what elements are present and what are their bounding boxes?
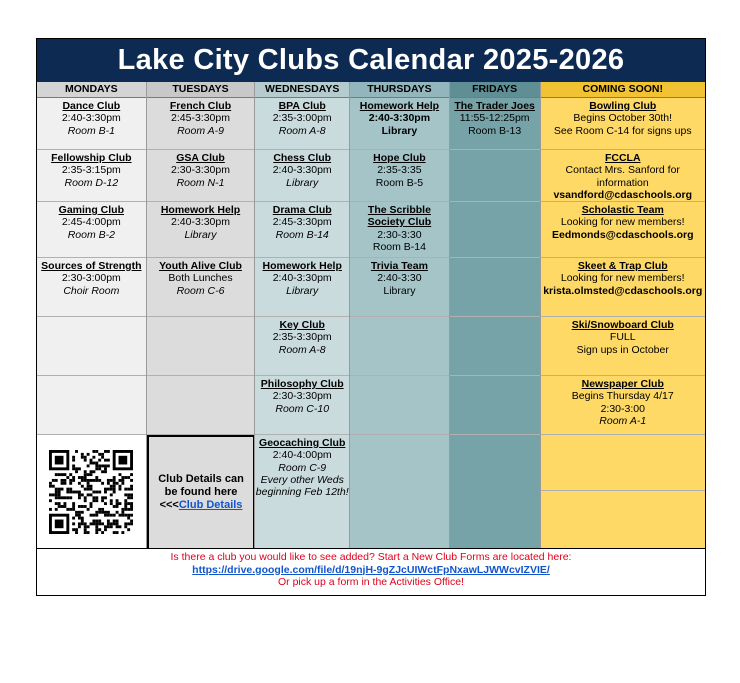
club-detail-extra: Room C-9 <box>278 461 327 474</box>
club-detail: 2:40-3:30pm <box>272 272 332 285</box>
column-header: FRIDAYS <box>450 82 540 98</box>
club-cell-sources-of-strength <box>37 258 146 317</box>
club-detail-extra: Room A-8 <box>278 124 326 137</box>
club-detail: 2:35-3:35 <box>377 164 422 177</box>
club-cell-bowling-club <box>541 98 706 150</box>
club-cell-the-scribble-society-club <box>350 202 449 258</box>
club-detail: 2:35-3:15pm <box>61 164 121 177</box>
club-name: Sources of Strength <box>41 260 142 272</box>
club-name: The Scribble Society Club <box>367 204 432 229</box>
club-cell-gaming-club <box>37 202 146 258</box>
club-detail: 2:30-3:30pm <box>171 164 230 177</box>
club-detail: 2:30-3:30pm <box>272 390 332 403</box>
club-cell-gsa-club <box>147 150 255 202</box>
club-name: The Trader Joes <box>454 100 535 112</box>
club-detail: 2:45-3:30pm <box>272 216 332 229</box>
empty-cell <box>350 435 449 548</box>
club-detail-extra: Every other Weds beginning Feb 12th! <box>255 473 349 499</box>
club-cell-dance-club <box>37 98 146 150</box>
column-header: THURSDAYS <box>350 82 449 98</box>
club-cell-trivia-team <box>350 258 449 317</box>
club-name: Trivia Team <box>370 260 428 272</box>
club-cell-homework-help <box>147 202 255 258</box>
club-name: French Club <box>169 100 232 112</box>
club-name: BPA Club <box>278 100 326 112</box>
calendar-title: Lake City Clubs Calendar 2025-2026 <box>37 39 705 82</box>
club-detail-extra: Room B-14 <box>275 228 329 241</box>
club-detail: Begins Thursday 4/17 <box>571 390 674 403</box>
footer-question: Is there a club you would like to see added? Start a New Club Forms are located here: <box>170 551 572 563</box>
column-wednesdays <box>255 82 350 548</box>
column-header: COMING SOON! <box>541 82 706 98</box>
club-detail: 2:40-3:30pm <box>171 216 230 229</box>
club-detail: 2:40-3:30 <box>377 272 422 285</box>
empty-cell <box>450 258 540 317</box>
club-cell-fccla <box>541 150 706 202</box>
club-name: Hope Club <box>373 152 426 164</box>
club-name: Key Club <box>279 319 325 331</box>
club-name: Bowling Club <box>589 100 657 112</box>
club-cell-scholastic-team <box>541 202 706 258</box>
footer <box>37 548 705 596</box>
club-detail: 2:35-3:30pm <box>272 331 332 344</box>
column-header: TUESDAYS <box>147 82 255 98</box>
empty-cell <box>450 150 540 202</box>
club-cell-geocaching-club <box>255 435 349 548</box>
qr-code-icon[interactable] <box>49 450 133 534</box>
footer-activities-office: Or pick up a form in the Activities Office! <box>278 576 464 588</box>
club-detail-extra: krista.olmsted@cdaschools.org <box>543 284 703 297</box>
club-detail-extra: Room N-1 <box>176 176 225 189</box>
club-details-link[interactable]: Club Details <box>178 499 243 511</box>
column-header: WEDNESDAYS <box>255 82 349 98</box>
club-detail-extra: Choir Room <box>63 284 120 297</box>
club-cell-ski-snowboard-club <box>541 317 706 376</box>
club-detail-extra: Room B-2 <box>67 228 115 241</box>
club-detail: 2:35-3:00pm <box>272 112 332 125</box>
club-detail: Begins October 30th! <box>573 112 673 125</box>
club-detail-extra: See Room C-14 for signs ups <box>553 124 692 137</box>
empty-cell <box>37 376 146 435</box>
club-detail: Both Lunches <box>168 272 233 285</box>
empty-cell <box>450 435 540 548</box>
club-name: Fellowship Club <box>51 152 132 164</box>
club-detail-extra: Library <box>184 228 217 241</box>
column-coming-soon <box>541 82 706 548</box>
club-detail-extra: Eedmonds@cdaschools.org <box>551 228 694 241</box>
club-name: Homework Help <box>262 260 342 272</box>
empty-cell <box>450 317 540 376</box>
qr-code-cell <box>37 435 146 548</box>
club-detail-extra: Library <box>381 124 418 137</box>
empty-cell <box>350 376 449 435</box>
club-name: Ski/Snowboard Club <box>571 319 674 331</box>
club-detail-extra: vsandford@cdaschools.org <box>553 188 693 201</box>
club-name: Chess Club <box>273 152 332 164</box>
empty-cell <box>450 376 540 435</box>
column-thursdays <box>350 82 450 548</box>
club-cell-youth-alive-club <box>147 258 255 317</box>
club-detail: 2:40-3:30pm <box>368 112 431 125</box>
club-cell-french-club <box>147 98 255 150</box>
club-cell-chess-club <box>255 150 349 202</box>
club-detail-extra: Room C-6 <box>176 284 225 297</box>
club-cell-homework-help <box>350 98 449 150</box>
club-detail-extra: Library <box>286 176 319 189</box>
club-detail: 2:30-3:00pm <box>61 272 121 285</box>
calendar-grid <box>37 82 705 548</box>
club-detail-extra: Room B-13 <box>468 124 522 137</box>
empty-cell <box>450 202 540 258</box>
club-cell-skeet-trap-club <box>541 258 706 317</box>
club-name: Newspaper Club <box>581 378 664 390</box>
club-detail-extra: Sign ups in October <box>576 343 669 356</box>
club-detail: 2:45-3:30pm <box>171 112 230 125</box>
club-name: Youth Alive Club <box>159 260 242 272</box>
club-name: FCCLA <box>604 152 641 164</box>
club-detail: Contact Mrs. Sanford for information <box>565 164 680 189</box>
club-details-link-row <box>160 499 243 512</box>
club-detail-extra: Room B-5 <box>375 176 424 189</box>
club-cell-the-trader-joes <box>450 98 540 150</box>
club-name: Homework Help <box>160 204 241 216</box>
club-detail: 11:55-12:25pm <box>459 112 530 125</box>
club-name: Homework Help <box>359 100 440 112</box>
club-cell-drama-club <box>255 202 349 258</box>
club-detail-extra: 2:30-3:00 <box>600 402 645 415</box>
club-detail-extra: Room D-12 <box>64 176 119 189</box>
column-mondays <box>37 82 147 548</box>
club-cell-newspaper-club <box>541 376 706 435</box>
club-cell-fellowship-club <box>37 150 146 202</box>
club-cell-key-club <box>255 317 349 376</box>
empty-cell <box>147 376 255 435</box>
column-tuesdays <box>147 82 256 548</box>
club-detail-extra: Room B-1 <box>67 124 115 137</box>
club-name: Philosophy Club <box>260 378 344 390</box>
club-detail: FULL <box>609 331 636 344</box>
club-details-text: Club Details can be found here <box>158 473 244 498</box>
club-detail-extra: Room A-9 <box>177 124 224 137</box>
club-detail: 2:45-4:00pm <box>61 216 121 229</box>
club-name: GSA Club <box>176 152 225 164</box>
calendar <box>36 38 706 596</box>
club-detail-extra: Room A-8 <box>278 343 326 356</box>
new-club-form-link[interactable]: https://drive.google.com/file/d/19njH-9gZJcUIWctFpNxawLJWWcvIZVIE/ <box>192 563 550 576</box>
club-detail-extra: Room A-1 <box>599 414 647 427</box>
club-detail: Looking for new members! <box>560 272 685 285</box>
club-detail-extra: Room C-10 <box>275 402 330 415</box>
empty-cell <box>147 317 255 376</box>
club-cell-philosophy-club <box>255 376 349 435</box>
club-name: Skeet & Trap Club <box>577 260 668 272</box>
empty-cell <box>541 491 706 548</box>
club-name: Geocaching Club <box>259 437 346 449</box>
club-detail: Looking for new members! <box>560 216 685 229</box>
empty-cell <box>350 317 449 376</box>
club-name: Scholastic Team <box>581 204 664 216</box>
club-detail: 2:40-3:30pm <box>272 164 332 177</box>
club-cell-hope-club <box>350 150 449 202</box>
club-detail: 2:40-4:00pm <box>272 449 332 462</box>
club-detail: 2:30-3:30 <box>377 228 422 241</box>
club-name: Gaming Club <box>58 204 124 216</box>
club-name: Drama Club <box>272 204 332 216</box>
club-detail: 2:40-3:30pm <box>61 112 121 125</box>
club-detail-extra: Room B-14 <box>372 240 426 253</box>
club-detail-extra: Library <box>286 284 319 297</box>
column-fridays <box>450 82 541 548</box>
club-name: Dance Club <box>62 100 121 112</box>
column-header: MONDAYS <box>37 82 146 98</box>
arrow-prefix: <<< <box>159 499 179 511</box>
club-cell-bpa-club <box>255 98 349 150</box>
club-details-cell <box>147 435 255 548</box>
club-cell-homework-help <box>255 258 349 317</box>
empty-cell <box>541 435 706 491</box>
empty-cell <box>37 317 146 376</box>
club-detail-extra: Library <box>383 284 416 297</box>
